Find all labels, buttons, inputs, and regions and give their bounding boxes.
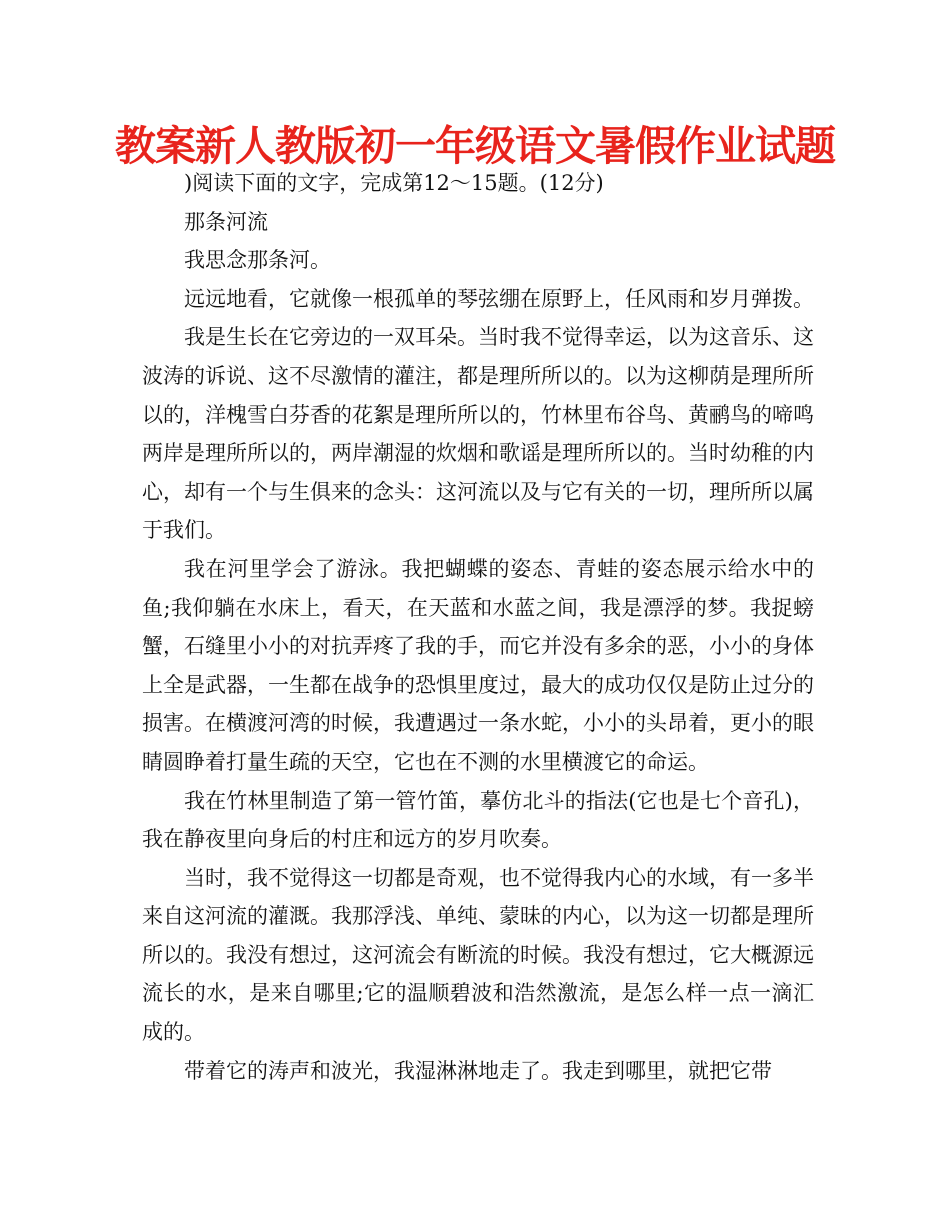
paragraph: 带着它的涛声和波光，我湿淋淋地走了。我走到哪里，就把它带: [184, 1058, 772, 1083]
paragraph: 远远地看，它就像一根孤单的琴弦绷在原野上，任风雨和岁月弹拨。: [184, 286, 814, 311]
document-title: 教案新人教版初一年级语文暑假作业试题: [115, 122, 835, 170]
paragraph: 我在竹林里制造了第一管竹笛，摹仿北斗的指法(它也是七个音孔)，我在静夜里向身后的村庄和远方的岁月吹奏。: [142, 788, 814, 852]
document-body: [142, 164, 814, 1090]
paragraph: 当时，我不觉得这一切都是奇观，也不觉得我内心的水域，有一多半来自这河流的灌溉。我那浮浅、单纯、蒙昧的内心，以为这一切都是理所所以的。我没有想过，这河流会有断流的时候。我没有想过，它大概源远流长的水，是来自哪里;它的温顺碧波和浩然激流，是怎么样一点一滴汇成的。: [142, 865, 814, 1045]
paragraph-essay-title: 那条河流: [184, 209, 268, 234]
paragraph: 我思念那条河。: [184, 248, 331, 273]
paragraph-instruction: )阅读下面的文字，完成第12～15题。(12分): [184, 171, 604, 195]
paragraph: 我是生长在它旁边的一双耳朵。当时我不觉得幸运，以为这音乐、这波涛的诉说、这不尽激情的灌注，都是理所所以的。以为这柳荫是理所所以的，洋槐雪白芬香的花絮是理所所以的，竹林里布谷鸟、黄鹂鸟的啼鸣两岸是理所所以的，两岸潮湿的炊烟和歌谣是理所所以的。当时幼稚的内心，却有一个与生俱来的念头：这河流以及与它有关的一切，理所所以属于我们。: [142, 325, 814, 543]
paragraph: 我在河里学会了游泳。我把蝴蝶的姿态、青蛙的姿态展示给水中的鱼;我仰躺在水床上，看天，在天蓝和水蓝之间，我是漂浮的梦。我捉螃蟹，石缝里小小的对抗弄疼了我的手，而它并没有多余的恶，小小的身体上全是武器，一生都在战争的恐惧里度过，最大的成功仅仅是防止过分的损害。在横渡河湾的时候，我遭遇过一条水蛇，小小的头昂着，更小的眼睛圆睁着打量生疏的天空，它也在不测的水里横渡它的命运。: [142, 556, 814, 774]
